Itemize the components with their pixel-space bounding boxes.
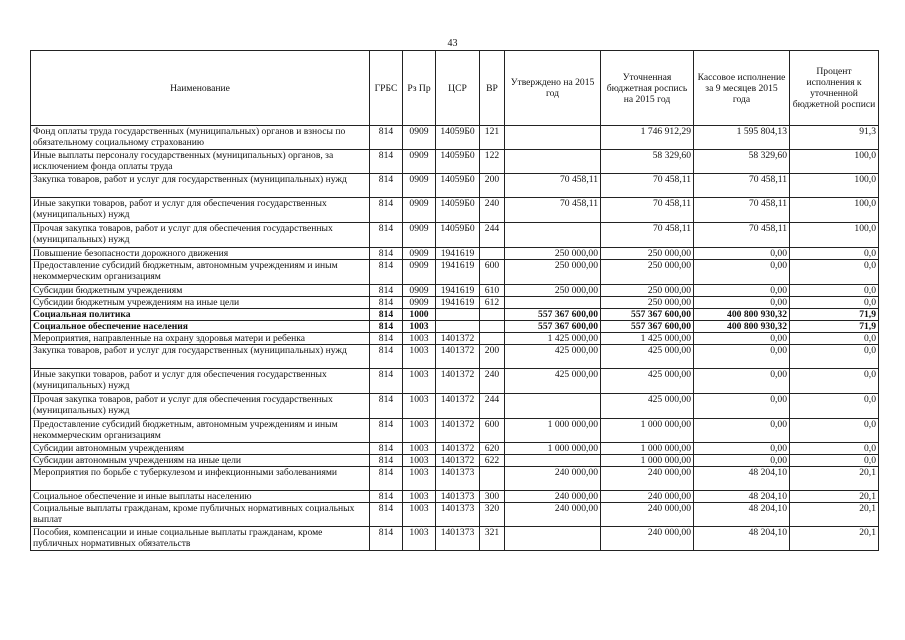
header-name: Наименование [31, 51, 370, 126]
cell-cash: 70 458,11 [694, 223, 790, 248]
cell-vr [480, 248, 505, 260]
table-row [31, 491, 879, 503]
cell-cash: 0,00 [694, 369, 790, 394]
cell-name: Социальное обеспечение и иные выплаты населению [31, 491, 370, 503]
cell-rzpr: 1003 [403, 333, 436, 345]
cell-grbs: 814 [370, 527, 403, 551]
cell-approved [505, 394, 601, 419]
cell-percent: 20,1 [790, 467, 879, 491]
cell-vr: 610 [480, 285, 505, 297]
cell-name: Социальное обеспечение населения [31, 321, 370, 333]
cell-revised: 557 367 600,00 [601, 321, 694, 333]
cell-vr [480, 467, 505, 491]
cell-name: Предоставление субсидий бюджетным, автономным учреждениям и иным некоммерческим организациям [31, 260, 370, 285]
cell-revised: 240 000,00 [601, 491, 694, 503]
cell-rzpr: 1003 [403, 321, 436, 333]
cell-grbs: 814 [370, 297, 403, 309]
cell-vr: 300 [480, 491, 505, 503]
cell-cash: 0,00 [694, 297, 790, 309]
cell-cash: 0,00 [694, 443, 790, 455]
cell-cash: 0,00 [694, 345, 790, 369]
cell-name: Закупка товаров, работ и услуг для государственных (муниципальных) нужд [31, 174, 370, 198]
table-row [31, 260, 879, 285]
cell-approved: 1 000 000,00 [505, 419, 601, 443]
table-body [31, 126, 879, 551]
table-row [31, 309, 879, 321]
cell-grbs: 814 [370, 467, 403, 491]
cell-revised: 58 329,60 [601, 150, 694, 174]
cell-vr: 622 [480, 455, 505, 467]
cell-cash: 400 800 930,32 [694, 321, 790, 333]
cell-vr: 320 [480, 503, 505, 527]
cell-vr: 200 [480, 174, 505, 198]
cell-vr: 321 [480, 527, 505, 551]
cell-vr: 121 [480, 126, 505, 150]
cell-approved: 250 000,00 [505, 260, 601, 285]
cell-grbs: 814 [370, 126, 403, 150]
cell-revised: 425 000,00 [601, 369, 694, 394]
cell-percent: 0,0 [790, 297, 879, 309]
cell-percent: 20,1 [790, 527, 879, 551]
table-row [31, 345, 879, 369]
cell-name: Мероприятия по борьбе с туберкулезом и инфекционными заболеваниями [31, 467, 370, 491]
cell-revised: 1 425 000,00 [601, 333, 694, 345]
cell-csr: 1941619 [436, 285, 480, 297]
cell-approved [505, 150, 601, 174]
cell-grbs: 814 [370, 345, 403, 369]
cell-vr: 240 [480, 198, 505, 223]
cell-rzpr: 1003 [403, 369, 436, 394]
cell-grbs: 814 [370, 419, 403, 443]
cell-grbs: 814 [370, 223, 403, 248]
cell-percent: 71,9 [790, 309, 879, 321]
header-revised: Уточненная бюджетная роспись на 2015 год [601, 51, 694, 126]
cell-approved: 240 000,00 [505, 491, 601, 503]
cell-name: Субсидии бюджетным учреждениям [31, 285, 370, 297]
cell-approved: 557 367 600,00 [505, 309, 601, 321]
cell-csr: 1401373 [436, 491, 480, 503]
cell-revised: 1 746 912,29 [601, 126, 694, 150]
cell-percent: 91,3 [790, 126, 879, 150]
cell-approved [505, 223, 601, 248]
cell-revised: 240 000,00 [601, 527, 694, 551]
cell-approved: 70 458,11 [505, 198, 601, 223]
cell-percent: 0,0 [790, 345, 879, 369]
cell-approved: 1 425 000,00 [505, 333, 601, 345]
table-row [31, 455, 879, 467]
cell-cash: 400 800 930,32 [694, 309, 790, 321]
cell-rzpr: 1003 [403, 503, 436, 527]
cell-cash: 0,00 [694, 419, 790, 443]
cell-cash: 0,00 [694, 248, 790, 260]
cell-csr: 14059Б0 [436, 198, 480, 223]
cell-revised: 1 000 000,00 [601, 455, 694, 467]
table-row [31, 333, 879, 345]
cell-name: Иные выплаты персоналу государственных (муниципальных) органов, за исключением фонда оплаты труда [31, 150, 370, 174]
cell-csr: 1401373 [436, 527, 480, 551]
cell-percent: 100,0 [790, 223, 879, 248]
table-row [31, 527, 879, 551]
cell-vr: 244 [480, 394, 505, 419]
cell-name: Субсидии автономным учреждениям на иные цели [31, 455, 370, 467]
cell-csr: 1401372 [436, 443, 480, 455]
cell-grbs: 814 [370, 150, 403, 174]
cell-vr: 600 [480, 419, 505, 443]
cell-rzpr: 1003 [403, 527, 436, 551]
cell-vr [480, 333, 505, 345]
cell-percent: 0,0 [790, 369, 879, 394]
cell-approved: 240 000,00 [505, 503, 601, 527]
page-number: 43 [447, 38, 458, 49]
table-header-row [31, 51, 879, 126]
cell-revised: 240 000,00 [601, 503, 694, 527]
cell-grbs: 814 [370, 260, 403, 285]
cell-percent: 100,0 [790, 198, 879, 223]
cell-approved: 250 000,00 [505, 248, 601, 260]
cell-csr: 1401373 [436, 503, 480, 527]
cell-csr: 14059Б0 [436, 174, 480, 198]
cell-vr: 600 [480, 260, 505, 285]
cell-grbs: 814 [370, 248, 403, 260]
cell-revised: 70 458,11 [601, 198, 694, 223]
table-row [31, 297, 879, 309]
table-row [31, 248, 879, 260]
cell-csr: 1941619 [436, 297, 480, 309]
cell-percent: 100,0 [790, 150, 879, 174]
cell-approved: 557 367 600,00 [505, 321, 601, 333]
cell-percent: 0,0 [790, 419, 879, 443]
cell-rzpr: 0909 [403, 285, 436, 297]
cell-vr [480, 321, 505, 333]
cell-name: Субсидии бюджетным учреждениям на иные цели [31, 297, 370, 309]
budget-table [30, 50, 879, 551]
cell-name: Субсидии автономным учреждениям [31, 443, 370, 455]
cell-vr: 240 [480, 369, 505, 394]
cell-rzpr: 1003 [403, 491, 436, 503]
cell-approved: 425 000,00 [505, 345, 601, 369]
cell-revised: 425 000,00 [601, 345, 694, 369]
cell-name: Пособия, компенсации и иные социальные выплаты гражданам, кроме публичных нормативных обязательств [31, 527, 370, 551]
cell-grbs: 814 [370, 198, 403, 223]
cell-rzpr: 0909 [403, 150, 436, 174]
cell-percent: 0,0 [790, 285, 879, 297]
cell-cash: 0,00 [694, 333, 790, 345]
cell-rzpr: 0909 [403, 174, 436, 198]
cell-csr: 1941619 [436, 260, 480, 285]
cell-revised: 557 367 600,00 [601, 309, 694, 321]
cell-name: Фонд оплаты труда государственных (муниципальных) органов и взносы по обязательному социальному страхованию [31, 126, 370, 150]
cell-grbs: 814 [370, 321, 403, 333]
cell-percent: 71,9 [790, 321, 879, 333]
cell-approved: 70 458,11 [505, 174, 601, 198]
header-cash: Кассовое исполнение за 9 месяцев 2015 года [694, 51, 790, 126]
cell-rzpr: 1003 [403, 455, 436, 467]
cell-revised: 250 000,00 [601, 285, 694, 297]
cell-rzpr: 1003 [403, 419, 436, 443]
cell-csr: 1401372 [436, 345, 480, 369]
cell-revised: 240 000,00 [601, 467, 694, 491]
cell-percent: 20,1 [790, 491, 879, 503]
cell-percent: 0,0 [790, 248, 879, 260]
cell-approved: 250 000,00 [505, 285, 601, 297]
cell-rzpr: 0909 [403, 223, 436, 248]
table-row [31, 174, 879, 198]
cell-grbs: 814 [370, 503, 403, 527]
cell-grbs: 814 [370, 285, 403, 297]
cell-rzpr: 0909 [403, 248, 436, 260]
cell-vr: 612 [480, 297, 505, 309]
cell-rzpr: 0909 [403, 198, 436, 223]
cell-approved [505, 297, 601, 309]
header-approved: Утверждено на 2015 год [505, 51, 601, 126]
cell-grbs: 814 [370, 491, 403, 503]
cell-vr: 244 [480, 223, 505, 248]
table-row [31, 394, 879, 419]
cell-grbs: 814 [370, 333, 403, 345]
cell-approved: 240 000,00 [505, 467, 601, 491]
cell-name: Социальные выплаты гражданам, кроме публичных нормативных социальных выплат [31, 503, 370, 527]
cell-revised: 250 000,00 [601, 297, 694, 309]
header-grbs: ГРБС [370, 51, 403, 126]
cell-approved [505, 455, 601, 467]
header-csr: ЦСР [436, 51, 480, 126]
cell-csr: 1401372 [436, 369, 480, 394]
cell-percent: 0,0 [790, 260, 879, 285]
cell-vr: 122 [480, 150, 505, 174]
cell-cash: 0,00 [694, 285, 790, 297]
cell-grbs: 814 [370, 309, 403, 321]
cell-approved: 425 000,00 [505, 369, 601, 394]
cell-cash: 0,00 [694, 455, 790, 467]
cell-name: Мероприятия, направленные на охрану здоровья матери и ребенка [31, 333, 370, 345]
cell-percent: 100,0 [790, 174, 879, 198]
cell-cash: 48 204,10 [694, 467, 790, 491]
cell-percent: 0,0 [790, 455, 879, 467]
table-row [31, 223, 879, 248]
table-row [31, 285, 879, 297]
cell-name: Предоставление субсидий бюджетным, автономным учреждениям и иным некоммерческим организациям [31, 419, 370, 443]
table-row [31, 467, 879, 491]
cell-approved: 1 000 000,00 [505, 443, 601, 455]
cell-rzpr: 1003 [403, 394, 436, 419]
cell-csr: 14059Б0 [436, 150, 480, 174]
cell-csr: 14059Б0 [436, 223, 480, 248]
table-row [31, 503, 879, 527]
cell-revised: 1 000 000,00 [601, 443, 694, 455]
cell-approved [505, 126, 601, 150]
cell-percent: 0,0 [790, 443, 879, 455]
cell-cash: 48 204,10 [694, 503, 790, 527]
header-percent: Процент исполнения к уточненной бюджетной росписи [790, 51, 879, 126]
cell-revised: 70 458,11 [601, 174, 694, 198]
cell-rzpr: 1003 [403, 345, 436, 369]
cell-approved [505, 527, 601, 551]
cell-cash: 48 204,10 [694, 491, 790, 503]
cell-csr: 1401372 [436, 419, 480, 443]
cell-name: Повышение безопасности дорожного движения [31, 248, 370, 260]
cell-name: Социальная политика [31, 309, 370, 321]
cell-cash: 70 458,11 [694, 198, 790, 223]
header-vr: ВР [480, 51, 505, 126]
cell-revised: 250 000,00 [601, 260, 694, 285]
cell-rzpr: 1000 [403, 309, 436, 321]
cell-name: Иные закупки товаров, работ и услуг для обеспечения государственных (муниципальных) нужд [31, 198, 370, 223]
cell-rzpr: 0909 [403, 126, 436, 150]
cell-revised: 425 000,00 [601, 394, 694, 419]
table-row [31, 150, 879, 174]
table-row [31, 369, 879, 394]
cell-grbs: 814 [370, 394, 403, 419]
cell-rzpr: 0909 [403, 297, 436, 309]
cell-csr [436, 321, 480, 333]
table-row [31, 321, 879, 333]
cell-vr [480, 309, 505, 321]
cell-name: Закупка товаров, работ и услуг для государственных (муниципальных) нужд [31, 345, 370, 369]
cell-vr: 620 [480, 443, 505, 455]
cell-name: Иные закупки товаров, работ и услуг для обеспечения государственных (муниципальных) нужд [31, 369, 370, 394]
cell-name: Прочая закупка товаров, работ и услуг для обеспечения государственных (муниципальных) нужд [31, 394, 370, 419]
cell-vr: 200 [480, 345, 505, 369]
table-row [31, 198, 879, 223]
cell-rzpr: 0909 [403, 260, 436, 285]
cell-csr: 1401372 [436, 394, 480, 419]
cell-cash: 58 329,60 [694, 150, 790, 174]
cell-csr: 1401373 [436, 467, 480, 491]
table-row [31, 443, 879, 455]
cell-csr [436, 309, 480, 321]
cell-cash: 70 458,11 [694, 174, 790, 198]
cell-cash: 1 595 804,13 [694, 126, 790, 150]
cell-grbs: 814 [370, 443, 403, 455]
cell-revised: 250 000,00 [601, 248, 694, 260]
table-row [31, 126, 879, 150]
cell-cash: 0,00 [694, 394, 790, 419]
cell-grbs: 814 [370, 369, 403, 394]
table-row [31, 419, 879, 443]
cell-csr: 1401372 [436, 333, 480, 345]
cell-csr: 1401372 [436, 455, 480, 467]
cell-percent: 0,0 [790, 394, 879, 419]
cell-revised: 70 458,11 [601, 223, 694, 248]
cell-cash: 48 204,10 [694, 527, 790, 551]
cell-name: Прочая закупка товаров, работ и услуг для обеспечения государственных (муниципальных) нужд [31, 223, 370, 248]
cell-grbs: 814 [370, 455, 403, 467]
cell-rzpr: 1003 [403, 443, 436, 455]
cell-csr: 1941619 [436, 248, 480, 260]
cell-cash: 0,00 [694, 260, 790, 285]
cell-percent: 0,0 [790, 333, 879, 345]
cell-rzpr: 1003 [403, 467, 436, 491]
cell-grbs: 814 [370, 174, 403, 198]
cell-percent: 20,1 [790, 503, 879, 527]
cell-revised: 1 000 000,00 [601, 419, 694, 443]
header-rzpr: Рз Пр [403, 51, 436, 126]
cell-csr: 14059Б0 [436, 126, 480, 150]
